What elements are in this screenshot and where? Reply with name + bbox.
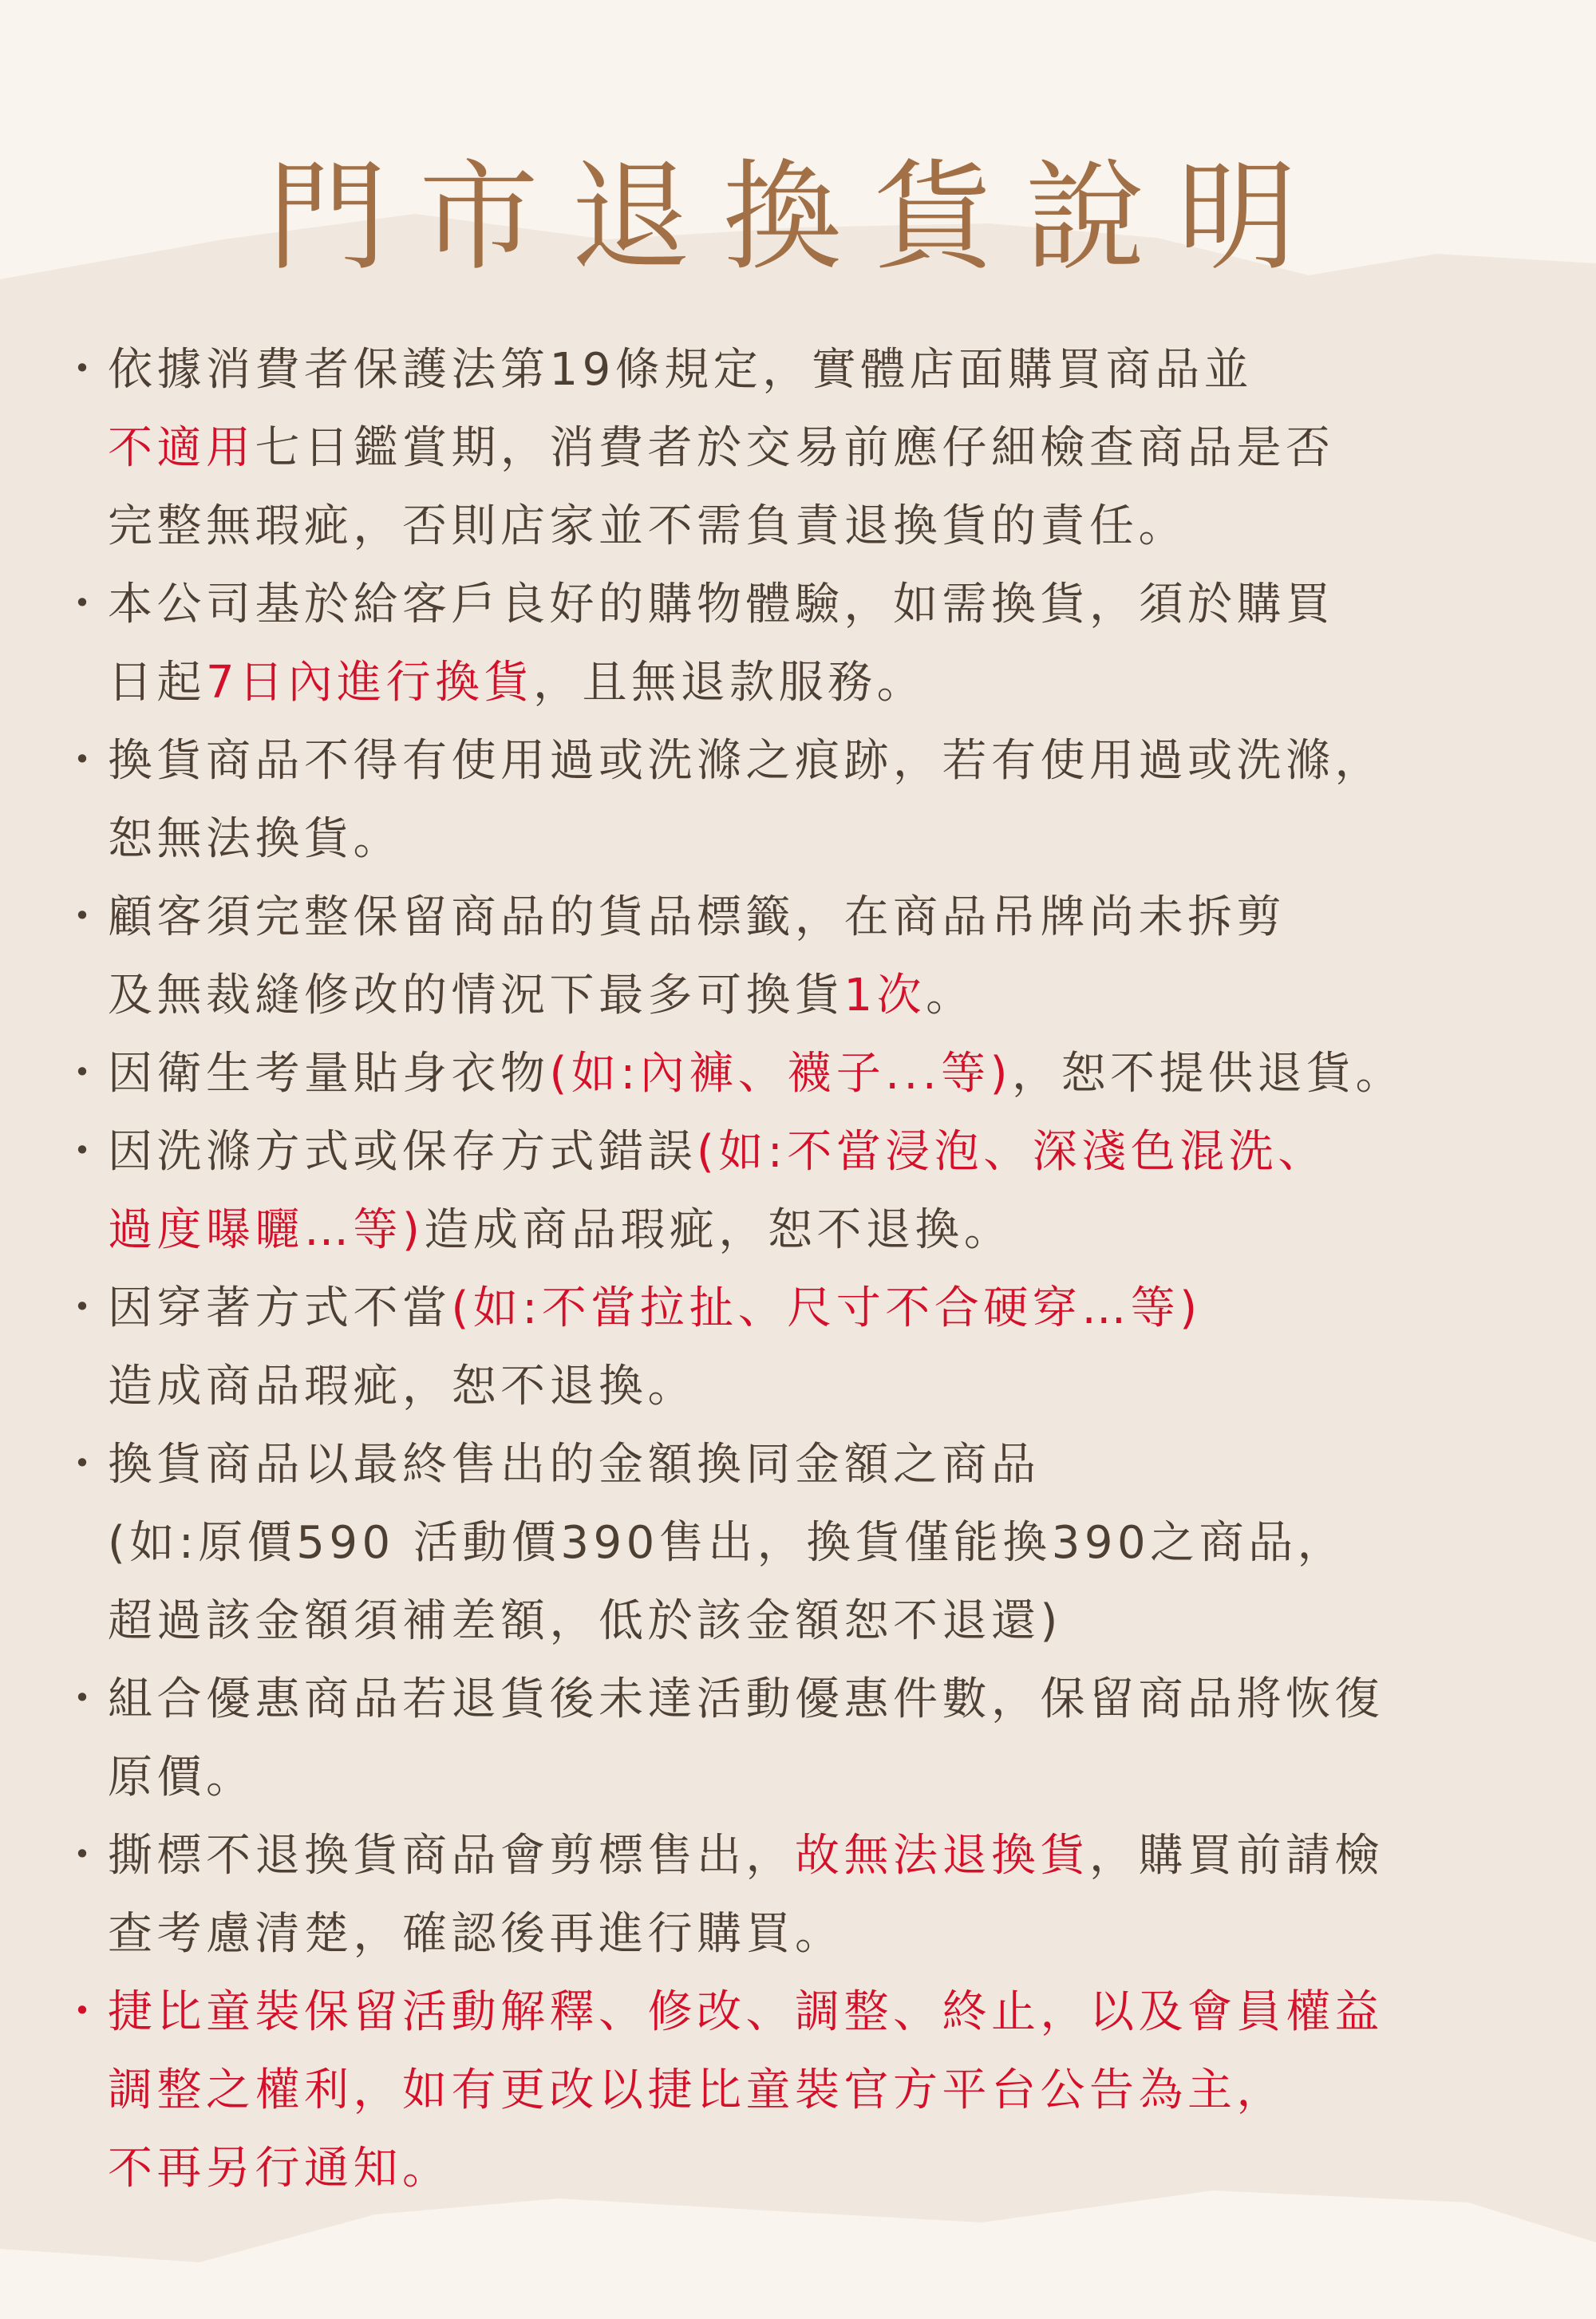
notice-item <box>60 566 1560 722</box>
notice-line <box>108 1504 1560 1582</box>
notice-item <box>60 331 1560 566</box>
notice-line <box>108 1035 1560 1113</box>
notice-item <box>60 1113 1560 1270</box>
bullet-point: ・ <box>60 1986 109 2038</box>
notice-line <box>108 331 1560 409</box>
notice-text: 換貨商品不得有使用過或洗滌之痕跡，若有使用過或洗滌， <box>108 735 1384 787</box>
notice-item <box>60 1973 1560 2208</box>
highlight-text: 不適用 <box>108 422 255 474</box>
notice-text: 因穿著方式不當 <box>108 1282 452 1334</box>
notice-text: 造成商品瑕疵，恕不退換。 <box>108 1361 697 1412</box>
notice-text: ，恕不提供退貨。 <box>1011 1048 1404 1100</box>
notice-line <box>108 2052 1560 2130</box>
notice-line <box>108 1739 1560 1817</box>
notice-text: 換貨商品以最終售出的金額換同金額之商品 <box>108 1439 1041 1491</box>
notice-text: 撕標不退換貨商品會剪標售出， <box>108 1830 795 1882</box>
notice-text: 查考慮清楚，確認後再進行購買。 <box>108 1908 844 1960</box>
highlight-text: 1次 <box>843 970 926 1021</box>
bullet-point: ・ <box>60 1282 109 1334</box>
highlight-text: 7日內進行換貨 <box>206 657 534 709</box>
notice-text: 造成商品瑕疵，恕不退換。 <box>424 1204 1013 1256</box>
notice-text: 因衛生考量貼身衣物 <box>108 1048 550 1100</box>
notice-list <box>60 331 1560 2208</box>
bullet-point: ・ <box>60 735 109 787</box>
bullet-point: ・ <box>60 1048 109 1100</box>
page-title: 門市退換貨說明 <box>267 148 1329 287</box>
bullet-point: ・ <box>60 579 109 630</box>
notice-line <box>108 957 1560 1035</box>
notice-line <box>108 1817 1560 1895</box>
bullet-point: ・ <box>60 1439 109 1491</box>
notice-line <box>108 1895 1560 1973</box>
notice-line <box>108 1426 1560 1504</box>
notice-text: 本公司基於給客戶良好的購物體驗，如需換貨，須於購買 <box>108 579 1335 630</box>
notice-line <box>108 409 1560 488</box>
notice-text: 日起 <box>108 657 206 709</box>
notice-text: 恕無法換貨。 <box>108 813 402 865</box>
notice-line <box>108 1582 1560 1661</box>
notice-line <box>108 1661 1560 1739</box>
notice-line <box>108 800 1560 879</box>
notice-item <box>60 1035 1560 1113</box>
notice-line <box>108 644 1560 722</box>
notice-text: 依據消費者保護法第19條規定，實體店面購買商品並 <box>108 344 1254 396</box>
notice-item <box>60 722 1560 879</box>
highlight-text: 故無法退換貨 <box>795 1830 1089 1882</box>
notice-text: 因洗滌方式或保存方式錯誤 <box>108 1126 697 1178</box>
highlight-text: (如:不當拉扯、尺寸不合硬穿…等) <box>451 1282 1202 1334</box>
notice-text: 完整無瑕疵，否則店家並不需負責退換貨的責任。 <box>108 500 1187 552</box>
notice-item <box>60 1270 1560 1426</box>
notice-item <box>60 879 1560 1035</box>
bullet-point: ・ <box>60 891 109 943</box>
notice-line <box>108 1191 1560 1270</box>
highlight-text: 調整之權利，如有更改以捷比童裝官方平台公告為主， <box>108 2064 1286 2116</box>
notice-text: 七日鑑賞期，消費者於交易前應仔細檢查商品是否 <box>255 422 1335 474</box>
notice-text: (如:原價590 活動價390售出，換貨僅能換390之商品， <box>108 1517 1347 1569</box>
notice-text: 組合優惠商品若退貨後未達活動優惠件數，保留商品將恢復 <box>108 1673 1384 1725</box>
highlight-text: (如:不當浸泡、深淺色混洗、 <box>697 1126 1327 1178</box>
notice-line <box>108 1348 1560 1426</box>
notice-text: 超過該金額須補差額，低於該金額恕不退還) <box>108 1595 1062 1647</box>
notice-text: ，且無退款服務。 <box>533 657 926 709</box>
notice-text: 原價。 <box>108 1752 255 1803</box>
highlight-text: (如:內褲、襪子...等) <box>549 1048 1012 1100</box>
highlight-text: 不再另行通知。 <box>108 2143 452 2195</box>
notice-item <box>60 1661 1560 1817</box>
notice-text: ，購買前請檢 <box>1089 1830 1384 1882</box>
notice-line <box>108 1113 1560 1191</box>
notice-text: 。 <box>926 970 975 1021</box>
notice-item <box>60 1426 1560 1661</box>
bullet-point: ・ <box>60 1673 109 1725</box>
notice-line <box>108 2130 1560 2208</box>
notice-line <box>108 1973 1560 2052</box>
bullet-point: ・ <box>60 1830 109 1882</box>
notice-line <box>108 488 1560 566</box>
notice-text: 及無裁縫修改的情況下最多可換貨 <box>108 970 844 1021</box>
notice-line <box>108 879 1560 957</box>
notice-item <box>60 1817 1560 1973</box>
notice-line <box>108 1270 1560 1348</box>
highlight-text: 捷比童裝保留活動解釋、修改、調整、終止，以及會員權益 <box>108 1986 1384 2038</box>
bullet-point: ・ <box>60 344 109 396</box>
bullet-point: ・ <box>60 1126 109 1178</box>
highlight-text: 過度曝曬…等) <box>108 1204 425 1256</box>
notice-line <box>108 566 1560 644</box>
notice-line <box>108 722 1560 800</box>
notice-text: 顧客須完整保留商品的貨品標籤，在商品吊牌尚未拆剪 <box>108 891 1286 943</box>
